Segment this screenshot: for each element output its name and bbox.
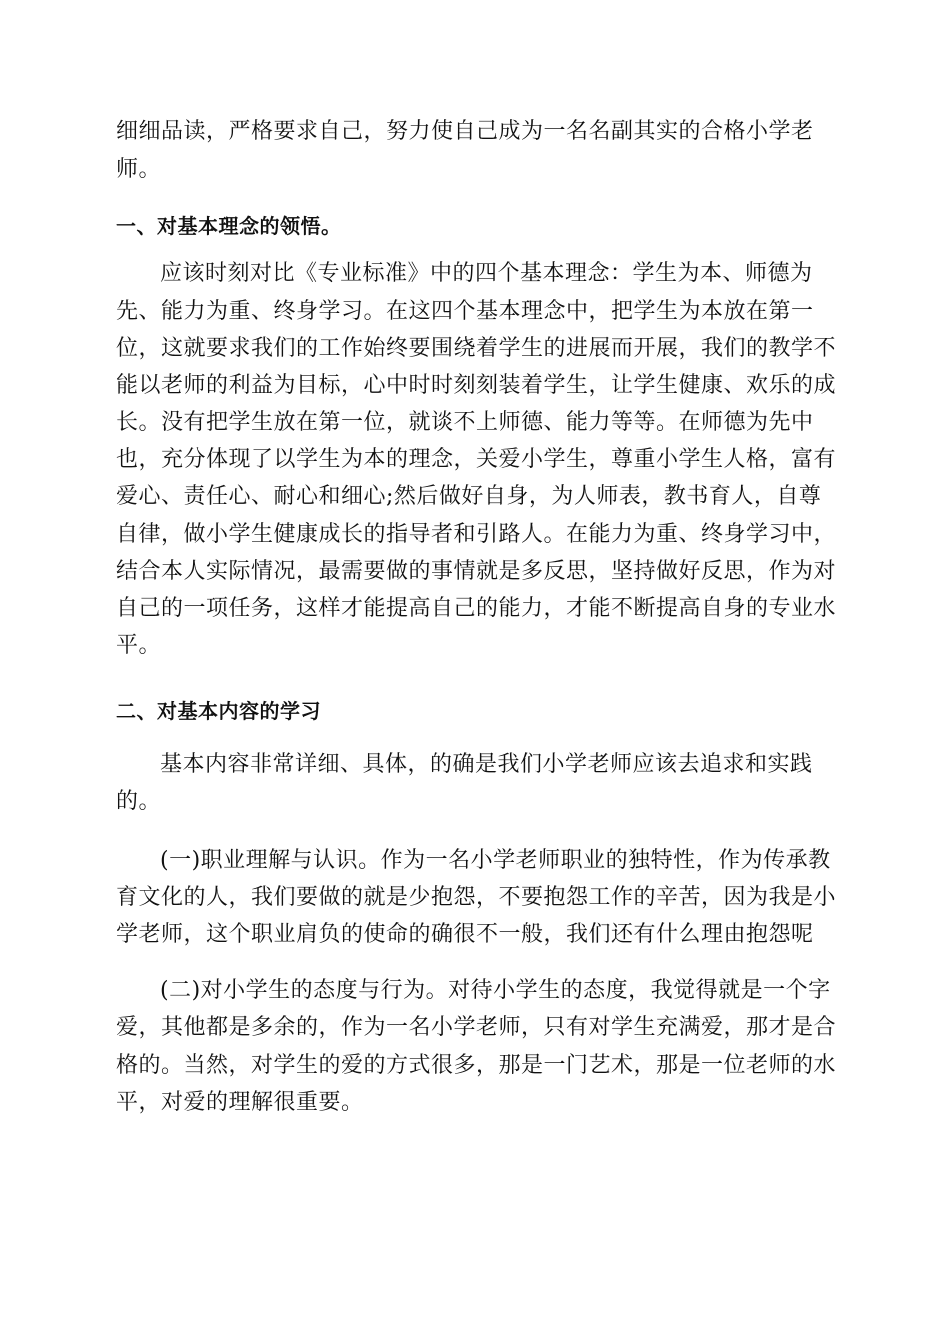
paragraph-line: 爱心、责任心、耐心和细心;然后做好自身，为人师表，教书育人，自尊	[116, 484, 822, 509]
paragraph-line: 长。没有把学生放在第一位，就谈不上师德、能力等等。在师德为先中	[116, 410, 814, 435]
paragraph-line: 的。	[116, 789, 162, 814]
intro-line: 师。	[116, 157, 162, 182]
section-heading-1: 一、对基本理念的领悟。	[116, 214, 342, 238]
paragraph-line: 基本内容非常详细、具体，的确是我们小学老师应该去追求和实践	[160, 752, 813, 777]
paragraph-line: 自律，做小学生健康成长的指导者和引路人。在能力为重、终身学习中，	[116, 522, 837, 547]
list-item-line: (二)对小学生的态度与行为。对待小学生的态度，我觉得就是一个字	[160, 978, 831, 1003]
list-item-line: (一)职业理解与认识。作为一名小学老师职业的独特性，作为传承教	[160, 848, 831, 873]
paragraph-line: 先、能力为重、终身学习。在这四个基本理念中，把学生为本放在第一	[116, 299, 814, 324]
section-heading-2: 二、对基本内容的学习	[116, 699, 321, 723]
paragraph-line: 结合本人实际情况，最需要做的事情就是多反思，坚持做好反思，作为对	[116, 559, 837, 584]
list-item-line: 平，对爱的理解很重要。	[116, 1090, 364, 1115]
paragraph-line: 能以老师的利益为目标，心中时时刻刻装着学生，让学生健康、欢乐的成	[116, 373, 837, 398]
list-item-line: 格的。当然，对学生的爱的方式很多，那是一门艺术，那是一位老师的水	[116, 1053, 837, 1078]
list-item-line: 爱，其他都是多余的，作为一名小学老师，只有对学生充满爱，那才是合	[116, 1015, 837, 1040]
paragraph-line: 也，充分体现了以学生为本的理念，关爱小学生，尊重小学生人格，富有	[116, 447, 837, 472]
paragraph-line: 自己的一项任务，这样才能提高自己的能力，才能不断提高自身的专业水	[116, 596, 837, 621]
list-item-line: 育文化的人，我们要做的就是少抱怨，不要抱怨工作的辛苦，因为我是小	[116, 885, 837, 910]
paragraph-line: 应该时刻对比《专业标准》中的四个基本理念：学生为本、师德为	[160, 261, 813, 286]
paragraph-line: 位，这就要求我们的工作始终要围绕着学生的进展而开展，我们的教学不	[116, 336, 837, 361]
intro-line: 细细品读，严格要求自己，努力使自己成为一名名副其实的合格小学老	[116, 119, 814, 144]
paragraph-line: 平。	[116, 633, 162, 658]
list-item-line: 学老师，这个职业肩负的使命的确很不一般，我们还有什么理由抱怨呢	[116, 922, 814, 947]
